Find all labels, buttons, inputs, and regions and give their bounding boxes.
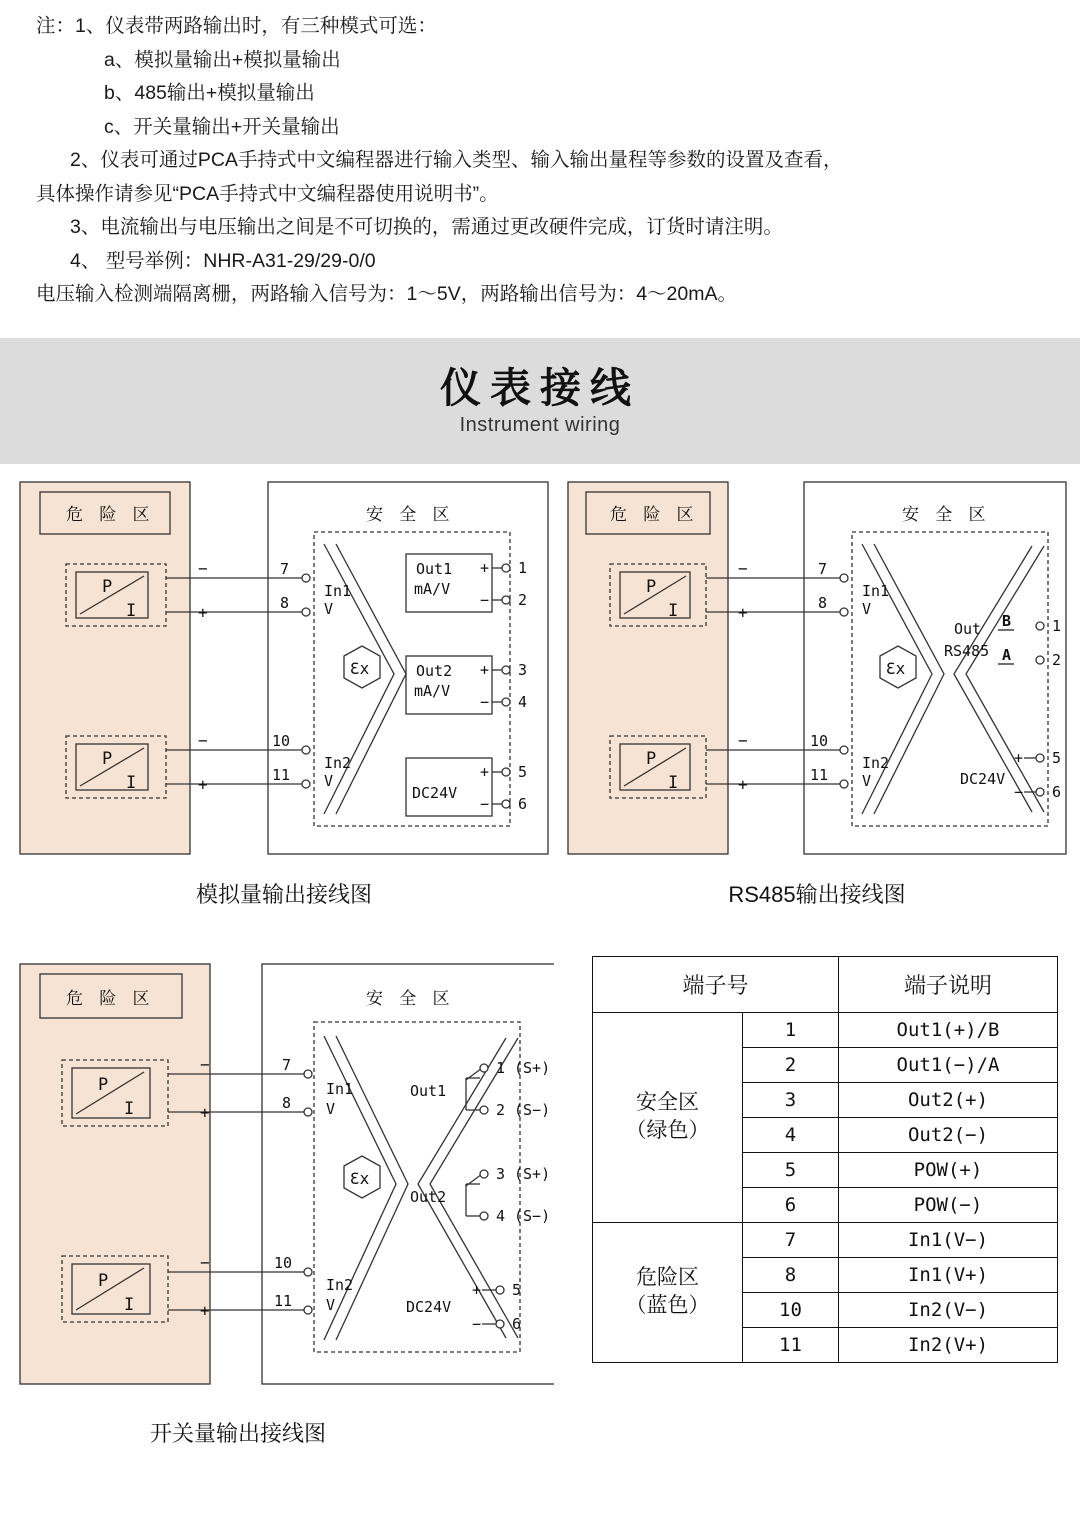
- terminal-desc: In1(V+): [839, 1257, 1058, 1292]
- sensor-i-label: I: [668, 772, 679, 793]
- header-terminal-no: 端子号: [593, 956, 839, 1012]
- polarity-minus: −: [738, 730, 748, 750]
- output-unit: mA/V: [414, 681, 451, 700]
- polarity-minus: −: [738, 558, 748, 578]
- note-line: 电压输入检测端隔离栅，两路输入信号为：1～5V，两路输出信号为：4～20mA。: [36, 283, 737, 306]
- terminal-number: 5: [1052, 748, 1062, 767]
- zone-line2: （绿色）: [625, 1119, 710, 1143]
- terminal-number: 2: [518, 590, 528, 609]
- notes-block: [0, 0, 1080, 312]
- terminal-number: 4: [518, 692, 528, 711]
- input-name: In2: [326, 1275, 354, 1294]
- input-unit: V: [862, 599, 872, 618]
- terminal-no: 8: [743, 1257, 839, 1292]
- terminal-no: 4: [743, 1117, 839, 1152]
- table-header-row: [593, 956, 1058, 1012]
- terminal-no: 10: [743, 1292, 839, 1327]
- polarity-plus: +: [1014, 748, 1024, 767]
- terminal-desc: Out1(−)/A: [839, 1047, 1058, 1082]
- relay-name: Out2: [410, 1187, 447, 1206]
- note-line: a、模拟量输出+模拟量输出: [104, 48, 341, 71]
- table-row: [593, 1222, 1058, 1257]
- terminal-desc: In2(V−): [839, 1292, 1058, 1327]
- diagram-caption: 模拟量输出接线图: [195, 881, 372, 907]
- note-line: 4、 型号举例：NHR-A31-29/29-0/0: [70, 249, 376, 272]
- terminal-no: 5: [743, 1152, 839, 1187]
- terminal-number: 1: [496, 1058, 506, 1077]
- table-row: [593, 1012, 1058, 1047]
- input-unit: V: [324, 599, 334, 618]
- note-line: 3、电流输出与电压输出之间是不可切换的，需通过更改硬件完成，订货时请注明。: [70, 216, 783, 239]
- relay-pin-label: (S+): [514, 1058, 551, 1077]
- sensor-i-label: I: [126, 600, 137, 621]
- polarity-plus: +: [738, 602, 748, 622]
- power-name: DC24V: [960, 769, 1006, 788]
- terminal-number: 2: [1052, 650, 1062, 669]
- terminal-number: 5: [518, 762, 528, 781]
- diagram-switch-svg: [14, 956, 554, 1411]
- polarity-plus: +: [480, 762, 490, 781]
- terminal-number: 8: [280, 593, 290, 612]
- polarity-minus: −: [480, 590, 490, 609]
- polarity-minus: −: [480, 692, 490, 711]
- terminal-desc: In2(V+): [839, 1327, 1058, 1362]
- terminal-desc: Out1(+)/B: [839, 1012, 1058, 1047]
- section-title-cn: 仪表接线: [440, 364, 640, 411]
- input-name: In1: [326, 1079, 354, 1098]
- note-line: 注：1、仪表带两路输出时，有三种模式可选：: [36, 15, 437, 37]
- sensor-p-label: P: [102, 748, 113, 769]
- terminal-no: 3: [743, 1082, 839, 1117]
- wiring-diagrams: [0, 464, 1080, 1474]
- input-unit: V: [862, 771, 872, 790]
- polarity-minus: −: [480, 794, 490, 813]
- terminal-number: 10: [272, 731, 291, 750]
- power-name: DC24V: [412, 783, 458, 802]
- safe-zone-label: 安 全 区: [366, 988, 453, 1009]
- hazard-zone-label: 危 险 区: [66, 504, 153, 525]
- terminal-number: 11: [810, 765, 829, 784]
- output-name: Out1: [416, 559, 453, 578]
- sensor-p-label: P: [646, 748, 657, 769]
- polarity-minus: −: [198, 558, 208, 578]
- input-name: In1: [862, 581, 890, 600]
- terminal-number: 4: [496, 1206, 506, 1225]
- terminal-number: 8: [282, 1093, 292, 1112]
- terminal-desc: Out2(+): [839, 1082, 1058, 1117]
- polarity-minus: −: [1014, 782, 1024, 801]
- zone-line1: 安全区: [636, 1090, 699, 1114]
- diagram-analog-svg: [14, 474, 554, 864]
- terminal-number: 1: [518, 558, 528, 577]
- input-name: In2: [862, 753, 890, 772]
- polarity-minus: −: [200, 1054, 210, 1074]
- diagram-rs485-output: [562, 474, 1072, 909]
- note-line: c、开关量输出+开关量输出: [104, 115, 340, 138]
- polarity-minus: −: [472, 1314, 482, 1333]
- input-name: In1: [324, 581, 352, 600]
- terminal-number: 11: [272, 765, 291, 784]
- relay-pin-label: (S+): [514, 1164, 551, 1183]
- diagram-rs485-svg: [562, 474, 1072, 864]
- sensor-i-label: I: [668, 600, 679, 621]
- terminal-desc: Out2(−): [839, 1117, 1058, 1152]
- terminal-desc: POW(−): [839, 1187, 1058, 1222]
- input-unit: V: [326, 1099, 336, 1118]
- terminal-number: 6: [512, 1314, 522, 1333]
- terminal-number: 10: [274, 1253, 293, 1272]
- sensor-i-label: I: [126, 772, 137, 793]
- hazard-zone-label: 危 险 区: [66, 988, 153, 1009]
- note-line: 2、仪表可通过PCA手持式中文编程器进行输入类型、输入输出量程等参数的设置及查看，: [70, 149, 843, 172]
- output-unit: mA/V: [414, 579, 451, 598]
- terminal-number: 5: [512, 1280, 522, 1299]
- polarity-plus: +: [198, 774, 208, 794]
- sensor-i-label: I: [124, 1294, 135, 1315]
- sensor-p-label: P: [646, 576, 657, 597]
- terminal-number: 6: [518, 794, 528, 813]
- output-name: Out2: [416, 661, 453, 680]
- ex-symbol: Ɛx: [886, 658, 906, 678]
- ex-symbol: Ɛx: [350, 658, 370, 678]
- sensor-p-label: P: [98, 1270, 109, 1291]
- polarity-plus: +: [198, 602, 208, 622]
- relay-pin-label: (S−): [514, 1206, 551, 1225]
- zone-label-hazard: [593, 1222, 743, 1362]
- section-banner: [0, 338, 1080, 464]
- rs485-pin-a: A: [1002, 645, 1012, 664]
- sensor-p-label: P: [102, 576, 113, 597]
- section-title-en: Instrument wiring: [459, 413, 621, 436]
- polarity-plus: +: [480, 660, 490, 679]
- terminal-no: 2: [743, 1047, 839, 1082]
- terminal-no: 7: [743, 1222, 839, 1257]
- polarity-plus: +: [200, 1300, 210, 1320]
- terminal-no: 6: [743, 1187, 839, 1222]
- safe-zone-label: 安 全 区: [902, 504, 989, 525]
- relay-pin-label: (S−): [514, 1100, 551, 1119]
- output-label: Out: [954, 619, 982, 638]
- terminal-number: 1: [1052, 616, 1062, 635]
- terminal-number: 7: [282, 1055, 292, 1074]
- diagram-caption: 开关量输出接线图: [150, 1420, 327, 1446]
- polarity-plus: +: [738, 774, 748, 794]
- polarity-plus: +: [472, 1280, 482, 1299]
- hazard-zone-label: 危 险 区: [610, 504, 697, 525]
- terminal-number: 2: [496, 1100, 506, 1119]
- rs485-pin-b: B: [1002, 611, 1012, 630]
- diagram-analog-output: [14, 474, 554, 909]
- diagram-caption: RS485输出接线图: [728, 881, 906, 907]
- terminal-number: 7: [818, 559, 828, 578]
- note-line: 具体操作请参见“PCA手持式中文编程器使用说明书”。: [36, 182, 499, 205]
- input-unit: V: [324, 771, 334, 790]
- output-protocol: RS485: [944, 641, 990, 660]
- power-name: DC24V: [406, 1297, 452, 1316]
- ex-symbol: Ɛx: [350, 1168, 370, 1188]
- polarity-plus: +: [480, 558, 490, 577]
- terminal-description-table: [592, 956, 1058, 1363]
- terminal-no: 11: [743, 1327, 839, 1362]
- polarity-plus: +: [200, 1102, 210, 1122]
- zone-line2: （蓝色）: [625, 1294, 710, 1318]
- sensor-p-label: P: [98, 1074, 109, 1095]
- input-unit: V: [326, 1295, 336, 1314]
- terminal-number: 11: [274, 1291, 293, 1310]
- polarity-minus: −: [200, 1252, 210, 1272]
- zone-label-safe: [593, 1012, 743, 1222]
- input-name: In2: [324, 753, 352, 772]
- zone-line1: 危险区: [636, 1265, 699, 1289]
- terminal-no: 1: [743, 1012, 839, 1047]
- terminal-desc: In1(V−): [839, 1222, 1058, 1257]
- sensor-i-label: I: [124, 1098, 135, 1119]
- terminal-number: 6: [1052, 782, 1062, 801]
- diagram-switch-output: [14, 956, 554, 1448]
- polarity-minus: −: [198, 730, 208, 750]
- terminal-number: 3: [518, 660, 528, 679]
- header-terminal-desc: 端子说明: [839, 956, 1058, 1012]
- terminal-number: 8: [818, 593, 828, 612]
- terminal-desc: POW(+): [839, 1152, 1058, 1187]
- terminal-number: 7: [280, 559, 290, 578]
- terminal-number: 10: [810, 731, 829, 750]
- safe-zone-label: 安 全 区: [366, 504, 453, 525]
- note-line: b、485输出+模拟量输出: [104, 82, 315, 105]
- terminal-number: 3: [496, 1164, 506, 1183]
- relay-name: Out1: [410, 1081, 447, 1100]
